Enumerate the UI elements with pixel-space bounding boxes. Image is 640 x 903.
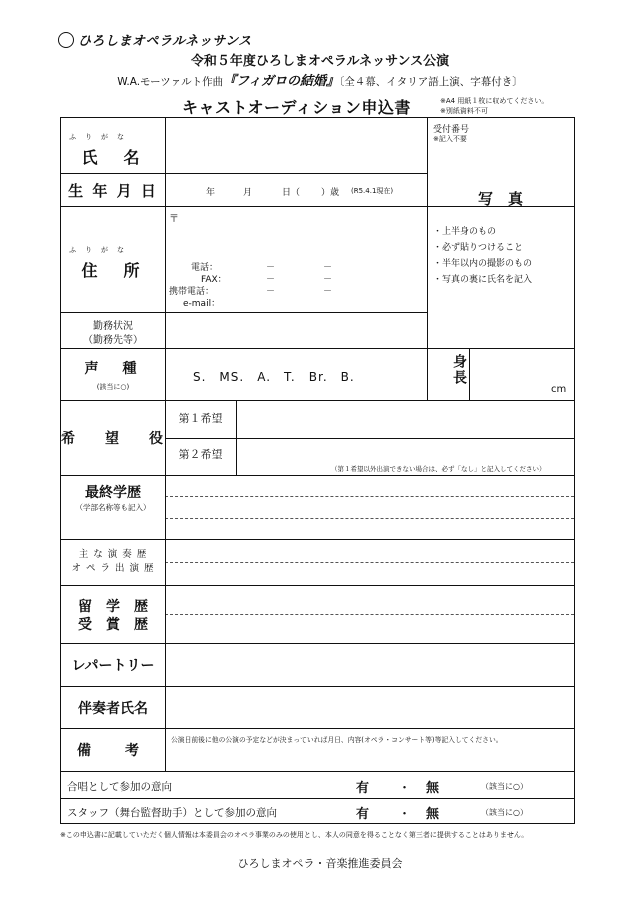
birth-year: 年 (206, 188, 216, 198)
chorus-dot: ・ (398, 781, 412, 796)
birth-month: 月 (243, 188, 253, 198)
subtitle-work: 『フィガロの結婚』 (223, 74, 340, 89)
name-field[interactable] (167, 120, 425, 172)
education-label: 最終学歴 (85, 485, 141, 501)
fax-label: FAX： (201, 275, 227, 285)
email-label: e-mail： (183, 299, 221, 309)
performances-label-2: オ ペ ラ 出 演 歴 (71, 563, 155, 574)
birthdate-label: 生 年 月 日 (68, 182, 158, 200)
age-label: ）歳 (321, 188, 340, 198)
work-label: 勤務状況 (93, 321, 133, 332)
subtitle-composer: W.A.モーツァルト作曲 (117, 76, 224, 88)
mobile-dash-1: － (266, 287, 276, 297)
photo-notes (433, 224, 532, 288)
staff-no[interactable]: 無 (426, 807, 440, 822)
accompanist-label: 伴奏者氏名 (78, 701, 148, 717)
application-form (60, 117, 575, 824)
chorus-label: 合唱として参加の意向 (67, 781, 172, 793)
work-sublabel: （勤務先等） (83, 335, 143, 346)
second-choice-label: 第２希望 (178, 448, 223, 461)
chorus-yes[interactable]: 有 (356, 781, 370, 796)
chorus-no[interactable]: 無 (426, 781, 440, 796)
remarks-label: 備 考 (77, 743, 149, 759)
phone-dash-1: － (266, 263, 276, 273)
staff-yes[interactable]: 有 (356, 807, 370, 822)
staff-note: （該当に○） (481, 808, 528, 817)
staff-label: スタッフ（舞台監督助手）として参加の意向 (67, 807, 277, 819)
subtitle (0, 70, 640, 89)
performances-label-1: 主 な 演 奏 歴 (78, 549, 148, 560)
subtitle-details: 〔全４幕、イタリア語上演、字幕付き〕 (339, 76, 523, 88)
note-no-attachments: ※別紙資料不可 (440, 107, 488, 115)
photo-label: 写 真 (477, 190, 523, 208)
privacy-note: ※この申込書に記載していただく個人情報は本委員会のオペラ事業のみの使用とし、本人の同意を得ることなく第三者に提供することはありません。 (60, 831, 529, 839)
voice-sublabel: (該当に○) (96, 383, 130, 391)
first-choice-label: 第１希望 (178, 412, 223, 425)
photo-note-4: ・写真の裏に氏名を記入 (433, 275, 533, 285)
voice-options[interactable]: S. MS. A. T. Br. B. (193, 370, 355, 384)
reception-number-label: 受付番号 (433, 125, 470, 135)
logo-mark-icon (58, 32, 74, 48)
mobile-label: 携帯電話： (169, 287, 215, 297)
photo-note-2: ・必ず貼りつけること (433, 243, 524, 253)
staff-dot: ・ (398, 807, 412, 822)
organization-name: ひろしまオペラ・音楽推進委員会 (237, 857, 403, 870)
address-label: 住 所 (81, 261, 145, 280)
study-label: 留 学 歴 (78, 599, 148, 615)
phone-dash-2: － (323, 263, 333, 273)
age-basis-note: (R5.4.1現在) (351, 187, 394, 195)
roles-label: 希 望 役 (61, 431, 171, 447)
birth-day: 日（ (282, 188, 301, 198)
name-label: 氏 名 (81, 148, 145, 167)
repertoire-label: レパートリー (71, 658, 155, 674)
fax-dash-1: － (266, 275, 276, 285)
chorus-note: （該当に○） (481, 782, 528, 791)
education-sublabel: （学部名称等も記入） (75, 503, 151, 512)
voice-label: 声 種 (84, 361, 142, 377)
mobile-dash-2: － (323, 287, 333, 297)
fax-dash-2: － (323, 275, 333, 285)
phone-label: 電話： (191, 263, 219, 273)
name-ruby: ふりがな (69, 133, 133, 141)
postal-mark: 〒 (169, 214, 179, 225)
page-title: 令和５年度ひろしまオペラルネッサンス公演 (190, 54, 450, 69)
header-notes (440, 96, 548, 116)
height-unit: cm (551, 384, 567, 395)
remarks-note: 公演日前後に他の公演の予定などが決まっていれば月日、内容(オペラ・コンサート等)等記入してください。 (171, 736, 503, 744)
form-title: キャストオーディション申込書 (182, 98, 411, 117)
height-label: 身長 (451, 354, 467, 386)
logo-text: ひろしまオペラルネッサンス (78, 34, 252, 49)
logo (58, 30, 252, 49)
address-ruby: ふりがな (69, 246, 133, 254)
photo-note-3: ・半年以内の撮影のもの (433, 259, 533, 269)
reception-number-note: ※記入不要 (433, 135, 467, 143)
roles-note: （第１希望以外出演できない場合は、必ず「なし」と記入してください） (331, 465, 546, 473)
photo-note-1: ・上半身のもの (433, 227, 497, 237)
awards-label: 受 賞 歴 (78, 617, 148, 633)
note-a4: ※A4 用紙１枚に収めてください。 (440, 97, 549, 105)
